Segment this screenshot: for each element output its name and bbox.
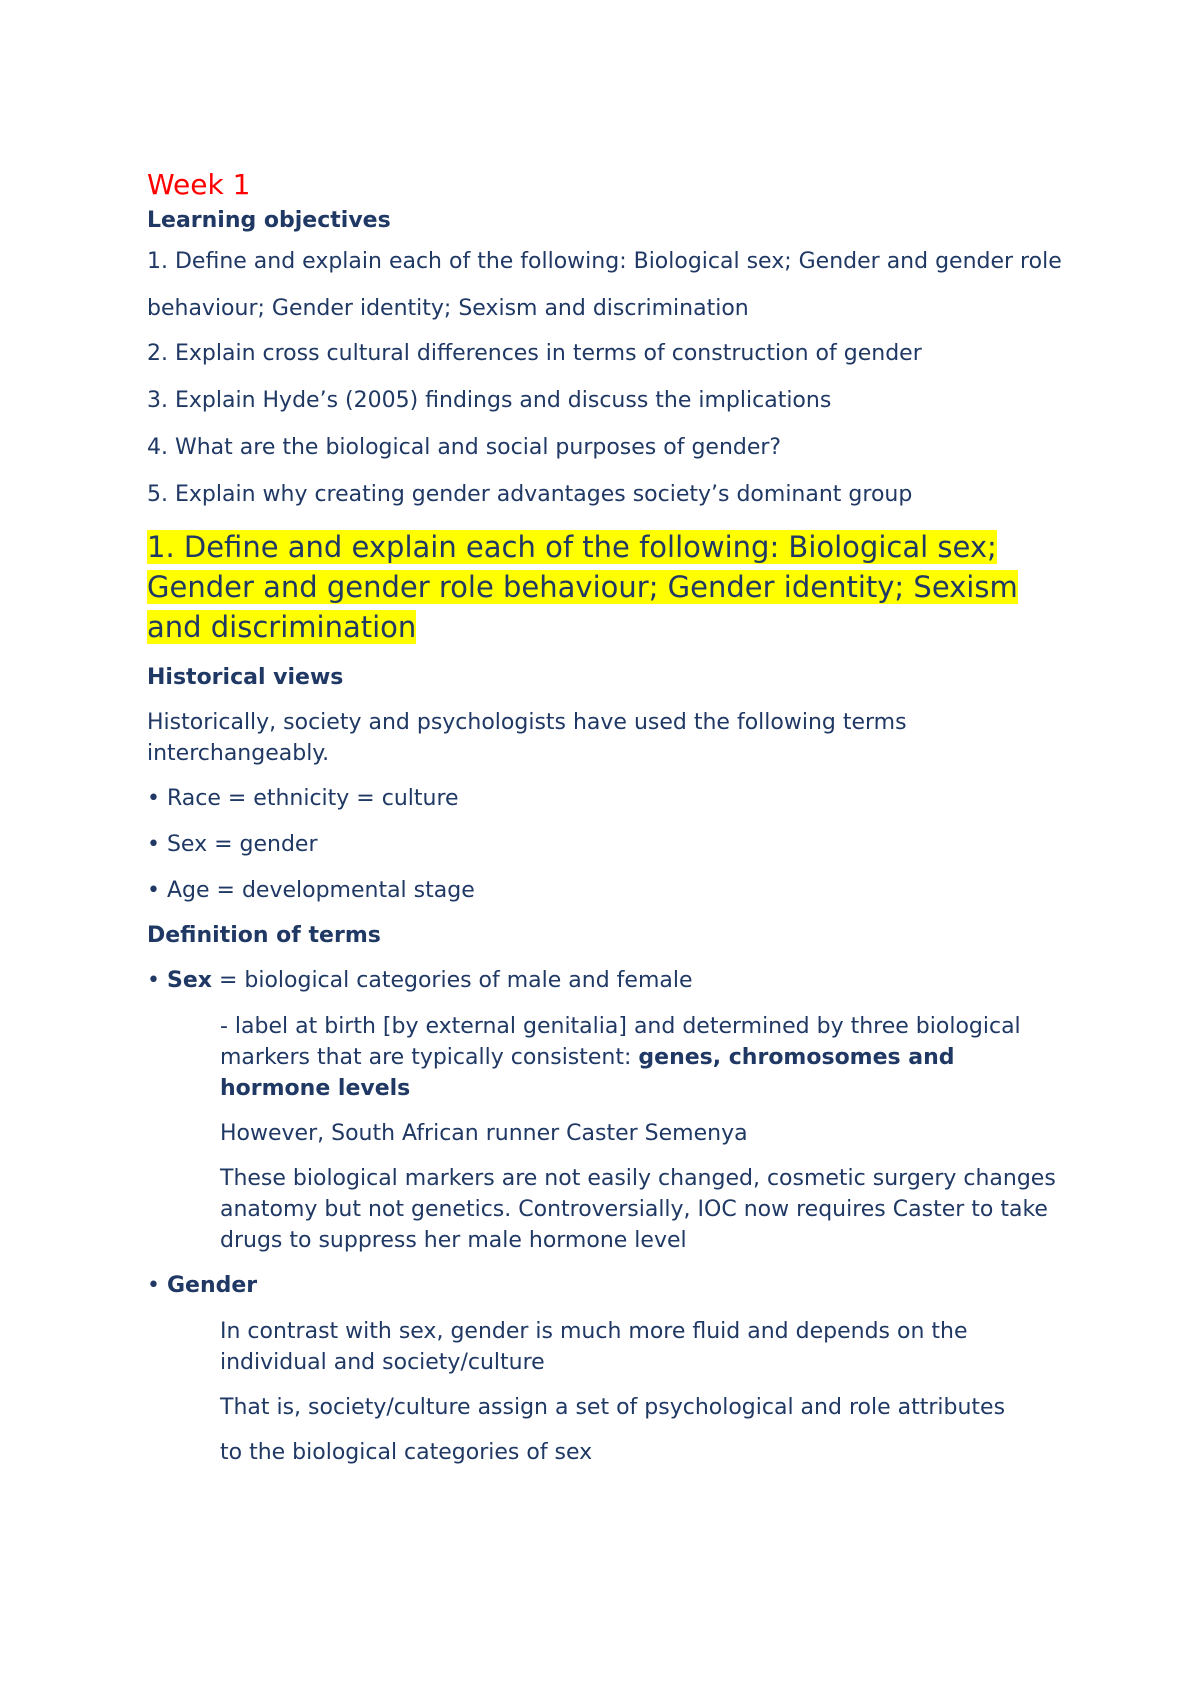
gender-definition (147, 1270, 1067, 1301)
definition-of-terms-heading: Definition of terms (147, 923, 381, 948)
bullet-mark: • (147, 968, 167, 993)
objective-item: 5. Explain why creating gender advantages society’s dominant group (147, 482, 913, 507)
highlighted-section-heading (147, 527, 1067, 647)
objective-item: 4. What are the biological and social purposes of gender? (147, 435, 782, 460)
markers-note: These biological markers are not easily changed, cosmetic surgery changes anatomy but not genetics. Controversially, IOC now requires Caster to take drugs to suppress her male hormone level (220, 1166, 1056, 1253)
highlighted-heading-text: 1. Define and explain each of the following: Biological sex; Gender and gender role behaviour; Gender identity; Sexism and discrimination (147, 530, 1018, 644)
sex-label-at-birth (220, 1011, 1067, 1104)
historical-intro: Historically, society and psychologists have used the following terms interchangeably. (147, 710, 907, 766)
document-content (147, 168, 1067, 1482)
sex-definition-text: = biological categories of male and female (211, 968, 693, 993)
historical-bullet: • Race = ethnicity = culture (147, 786, 459, 811)
bullet-mark: • (147, 1273, 167, 1298)
gender-categories-note: to the biological categories of sex (220, 1440, 593, 1465)
objective-item: 3. Explain Hyde’s (2005) findings and discuss the implications (147, 388, 832, 413)
sex-term: Sex (166, 968, 212, 993)
learning-objectives-heading: Learning objectives (147, 208, 391, 233)
historical-bullet: • Age = developmental stage (147, 878, 475, 903)
biological-markers-bold: genes, chromosomes and hormone levels (220, 1045, 955, 1101)
gender-contrast-note: In contrast with sex, gender is much more fluid and depends on the individual and society/culture (220, 1319, 968, 1375)
label-at-birth-text: - label at birth [by external genitalia] and determined by three biological markers that are typically consistent: (220, 1014, 1021, 1070)
historical-bullet: • Sex = gender (147, 832, 318, 857)
sex-definition (147, 965, 1067, 996)
objective-item: 2. Explain cross cultural differences in terms of construction of gender (147, 341, 922, 366)
gender-assign-note: That is, society/culture assign a set of psychological and role attributes (220, 1395, 1006, 1420)
gender-term: Gender (166, 1273, 258, 1298)
historical-views-heading: Historical views (147, 665, 344, 690)
caster-semenya-note: However, South African runner Caster Semenya (220, 1121, 748, 1146)
week-title: Week 1 (147, 168, 251, 201)
objective-item: 1. Define and explain each of the following: Biological sex; Gender and gender role behaviour; Gender identity; Sexism and discrimination (147, 249, 1062, 321)
